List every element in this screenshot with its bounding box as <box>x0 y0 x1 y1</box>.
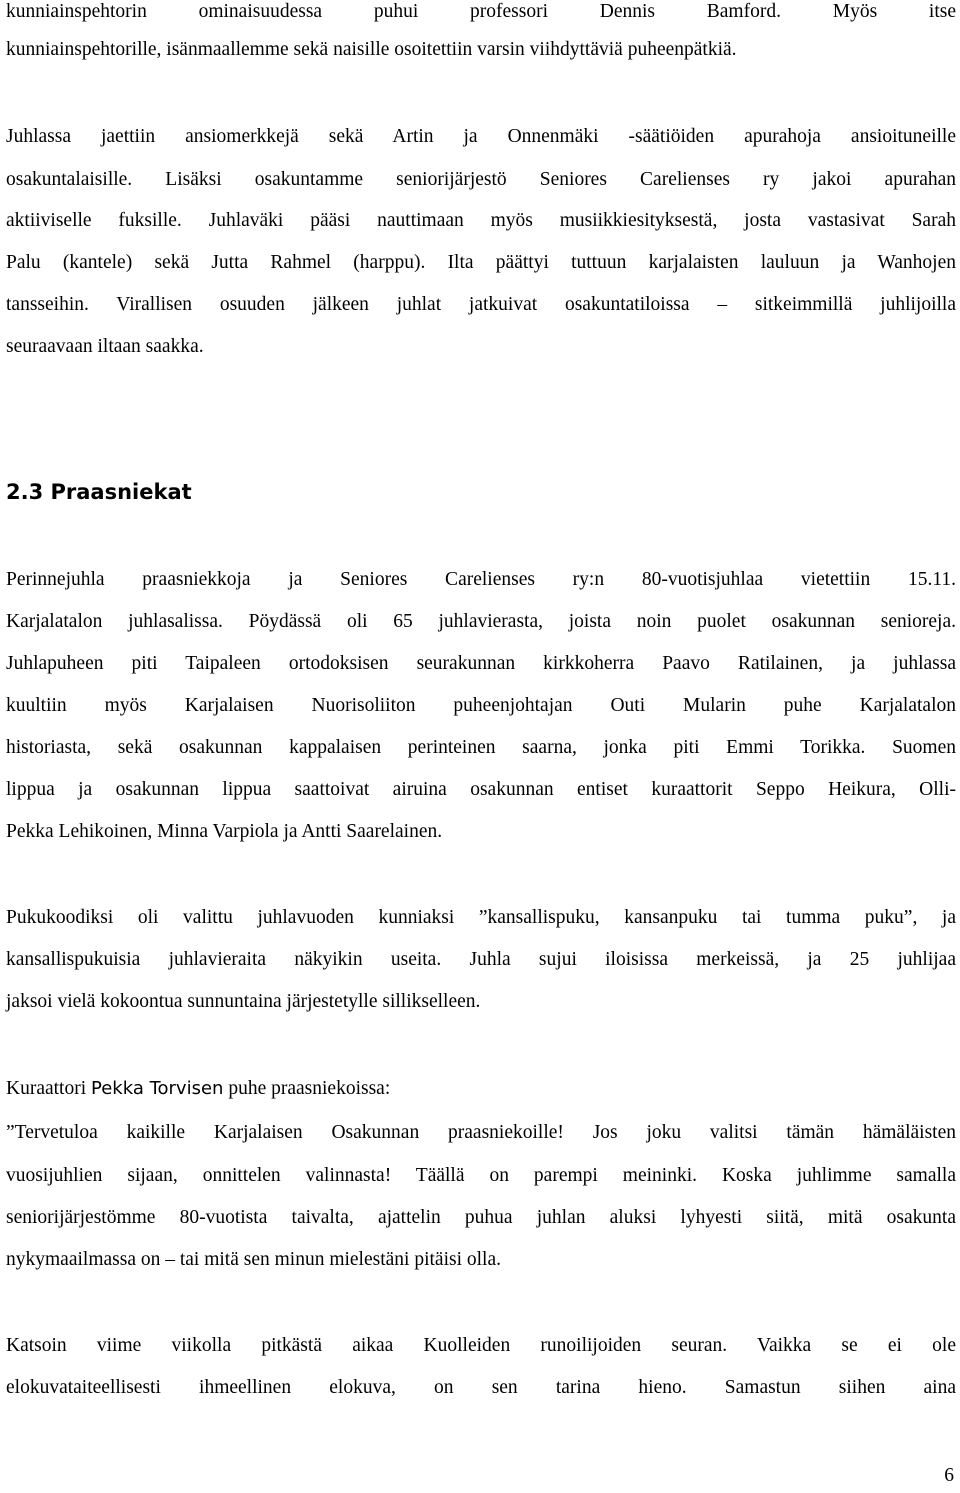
text-line: Karjalatalon juhlasalissa. Pöydässä oli 65 juhlavierasta, joista noin puolet osakunnan senioreja. <box>6 611 956 632</box>
text-line: nykymaailmassa on – tai mitä sen minun mielestäni pitäisi olla. <box>6 1249 501 1270</box>
text-line: kunniainspehtorin ominaisuudessa puhui professori Dennis Bamford. Myös itse <box>6 1 956 22</box>
text-line: jaksoi vielä kokoontua sunnuntaina järjestetylle sillikselleen. <box>6 991 481 1012</box>
text-line: vuosijuhlien sijaan, onnittelen valinnasta! Täällä on parempi meininki. Koska juhlimme samalla <box>6 1165 956 1186</box>
text-line: kansallispukuisia juhlavieraita näkyikin useita. Juhla sujui iloisissa merkeissä, ja 25 juhlijaa <box>6 949 956 970</box>
text-line: elokuvataiteellisesti ihmeellinen elokuva, on sen tarina hieno. Samastun siihen aina <box>6 1377 956 1398</box>
text-line: Pukukoodiksi oli valittu juhlavuoden kunniaksi ”kansallispuku, kansanpuku tai tumma puku”, ja <box>6 907 956 928</box>
speaker-name: Pekka Torvisen <box>91 1078 224 1099</box>
text-line: seniorijärjestömme 80-vuotista taivalta, ajattelin puhua juhlan aluksi lyhyesti siitä, mitä osakunta <box>6 1207 956 1228</box>
text-segment: Kuraattori <box>6 1078 92 1099</box>
text-line: aktiiviselle fuksille. Juhlaväki pääsi nauttimaan myös musiikkiesityksestä, josta vastasivat Sarah <box>6 210 956 231</box>
text-line: ”Tervetuloa kaikille Karjalaisen Osakunnan praasniekoille! Jos joku valitsi tämän hämäläisten <box>6 1122 956 1143</box>
text-segment: puhe praasniekoissa: <box>223 1078 391 1099</box>
text-line: kunniainspehtorille, isänmaallemme sekä naisille osoitettiin varsin viihdyttäviä puheenpätkiä. <box>6 39 737 60</box>
text-line: Perinnejuhla praasniekkoja ja Seniores Carelienses ry:n 80-vuotisjuhlaa vietettiin 15.11. <box>6 569 956 590</box>
text-line: seuraavaan iltaan saakka. <box>6 336 204 357</box>
text-line: historiasta, sekä osakunnan kappalaisen perinteinen saarna, jonka piti Emmi Torikka. Suomen <box>6 737 956 758</box>
page-number: 6 <box>944 1465 954 1486</box>
text-line: tansseihin. Virallisen osuuden jälkeen juhlat jatkuivat osakuntatiloissa – sitkeimmillä juhlijoilla <box>6 294 956 315</box>
text-line: lippua ja osakunnan lippua saattoivat airuina osakunnan entiset kuraattorit Seppo Heikura, Olli- <box>6 779 956 800</box>
text-line: Katsoin viime viikolla pitkästä aikaa Kuolleiden runoilijoiden seuran. Vaikka se ei ole <box>6 1335 956 1356</box>
text-line: Juhlapuheen piti Taipaleen ortodoksisen seurakunnan kirkkoherra Paavo Ratilainen, ja juhlassa <box>6 653 956 674</box>
text-line: kuultiin myös Karjalaisen Nuorisoliiton puheenjohtajan Outi Mularin puhe Karjalatalon <box>6 695 956 716</box>
text-line: Juhlassa jaettiin ansiomerkkejä sekä Artin ja Onnenmäki -säätiöiden apurahoja ansioituneille <box>6 126 956 147</box>
text-line: Palu (kantele) sekä Jutta Rahmel (harppu). Ilta päättyi tuttuun karjalaisten lauluun ja Wanhojen <box>6 252 956 273</box>
text-line: osakuntalaisille. Lisäksi osakuntamme seniorijärjestö Seniores Carelienses ry jakoi apurahan <box>6 169 956 190</box>
text-line <box>6 1077 956 1101</box>
text-line: Pekka Lehikoinen, Minna Varpiola ja Antti Saarelainen. <box>6 821 443 842</box>
section-heading: 2.3 Praasniekat <box>6 480 192 504</box>
